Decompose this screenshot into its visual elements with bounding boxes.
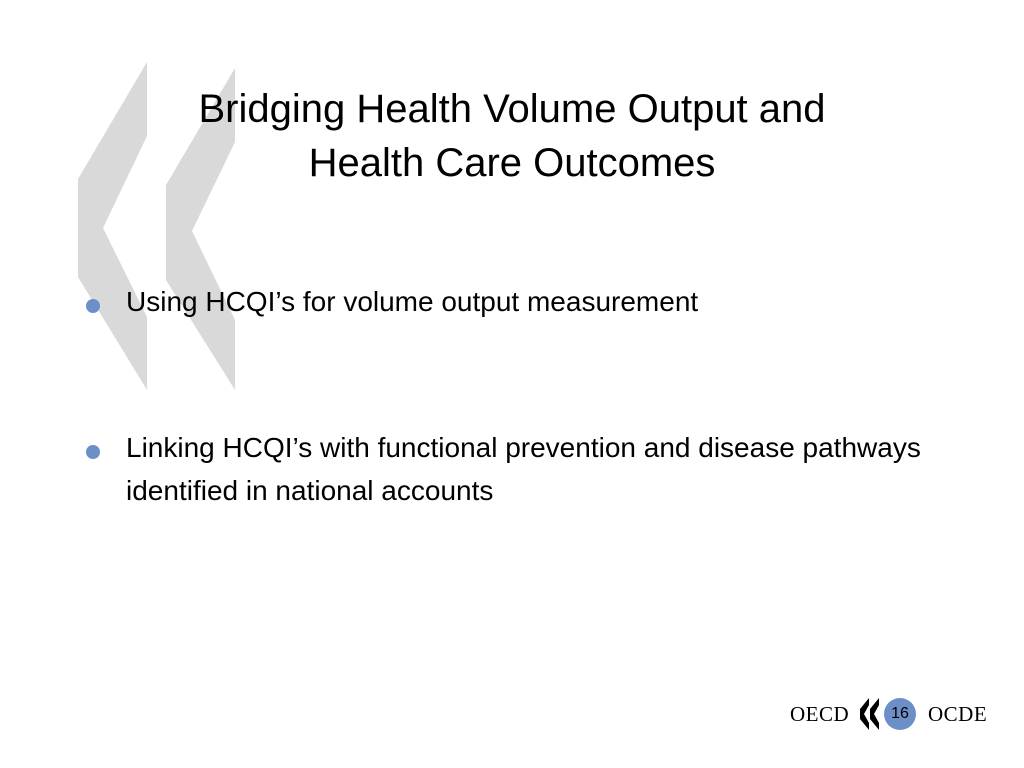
slide-title-line-1: Bridging Health Volume Output and — [198, 87, 826, 131]
footer-org-fr: OCDE — [928, 702, 988, 726]
bullet-list — [84, 280, 944, 512]
page-number-badge: 16 — [884, 698, 916, 730]
footer-org-en: OECD — [790, 702, 850, 726]
slide-title-line-2: Health Care Outcomes — [308, 141, 716, 185]
bullet-text: Using HCQI’s for volume output measurement — [126, 286, 699, 317]
bullet-text: Linking HCQI’s with functional prevention and disease pathways identified in national accounts — [126, 432, 921, 506]
oecd-chevron-logo-icon — [860, 698, 880, 730]
bullet-dot-icon — [86, 445, 100, 459]
bullet-item — [84, 426, 944, 512]
footer — [790, 696, 1000, 734]
bullet-dot-icon — [86, 299, 100, 313]
bullet-item — [84, 280, 944, 323]
slide-title — [100, 82, 924, 190]
